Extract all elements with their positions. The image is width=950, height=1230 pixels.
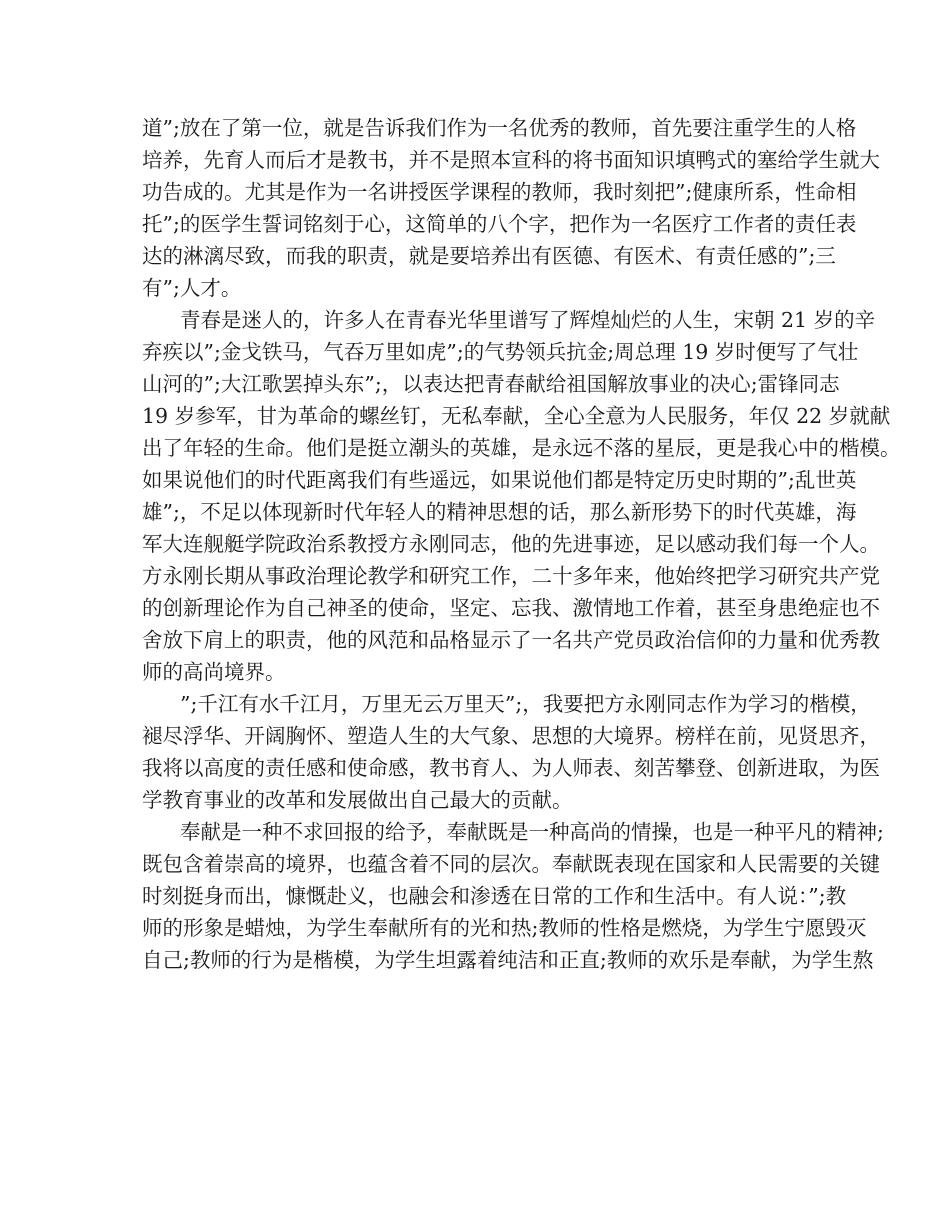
text-line: 达的淋漓尽致，而我的职责，就是要培养出有医德、有医术、有责任感的”;三 [142,244,836,268]
text-line: 青春是迷人的，许多人在青春光华里谱写了辉煌灿烂的人生，宋朝 21 岁的辛 [180,308,876,332]
text-line: 道”;放在了第一位，就是告诉我们作为一名优秀的教师，首先要注重学生的人格 [142,116,857,140]
text-line: 褪尽浮华、开阔胸怀、塑造人生的大气象、思想的大境界。榜样在前，见贤思齐， [142,724,880,748]
text-line: 山河的”;大江歌罢掉头东”;，以表达把青春献给祖国解放事业的决心;雷锋同志 [142,372,840,396]
text-line: 学教育事业的改革和发展做出自己最大的贡献。 [142,788,573,812]
text-line: 弃疾以”;金戈铁马，气吞万里如虎”;的气势领兵抗金;周总理 19 岁时便写了气壮 [142,340,859,364]
text-line: 既包含着崇高的境界，也蕴含着不同的层次。奉献既表现在国家和人民需要的关键 [142,852,880,876]
text-line: 如果说他们的时代距离我们有些遥远，如果说他们都是特定历史时期的”;乱世英 [142,468,857,492]
text-line: 方永刚长期从事政治理论教学和研究工作，二十多年来，他始终把学习研究共产党 [142,564,880,588]
text-line: 19 岁参军，甘为革命的螺丝钉，无私奉献，全心全意为人民服务，年仅 22 岁就献 [142,404,891,428]
text-line: 出了年轻的生命。他们是挺立潮头的英雄，是永远不落的星辰，更是我心中的楷模。 [142,436,901,460]
text-line: 师的形象是蜡烛，为学生奉献所有的光和热;教师的性格是燃烧，为学生宁愿毁灭 [142,916,867,940]
text-line: 我将以高度的责任感和使命感，教书育人、为人师表、刻苦攀登、创新进取，为医 [142,756,880,780]
text-line: 师的高尚境界。 [142,660,286,684]
text-line: 自己;教师的行为是楷模，为学生坦露着纯洁和正直;教师的欢乐是奉献，为学生熬 [142,948,874,972]
text-line: 有”;人才。 [142,276,242,300]
text-line: 托”;的医学生誓词铭刻于心，这简单的八个字，把作为一名医疗工作者的责任表 [142,212,857,236]
text-line: 军大连舰艇学院政治系教授方永刚同志，他的先进事迹，足以感动我们每一个人。 [142,532,880,556]
text-line: 功告成的。尤其是作为一名讲授医学课程的教师，我时刻把”;健康所系，性命相 [142,180,857,204]
text-line: ”;千江有水千江月，万里无云万里天”;，我要把方永刚同志作为学习的楷模， [180,692,871,716]
text-line: 培养，先育人而后才是教书，并不是照本宣科的将书面知识填鸭式的塞给学生就大 [142,148,880,172]
text-line: 雄”;，不足以体现新时代年轻人的精神思想的话，那么新形势下的时代英雄，海 [142,500,857,524]
text-line: 的创新理论作为自己神圣的使命，坚定、忘我、激情地工作着，甚至身患绝症也不 [142,596,880,620]
text-line: 舍放下肩上的职责，他的风范和品格显示了一名共产党员政治信仰的力量和优秀教 [142,628,880,652]
body-text [142,112,901,976]
text-line: 时刻挺身而出，慷慨赴义，也融会和渗透在日常的工作和生活中。有人说：”;教 [142,884,847,908]
text-line: 奉献是一种不求回报的给予，奉献既是一种高尚的情操，也是一种平凡的精神; [180,820,884,844]
